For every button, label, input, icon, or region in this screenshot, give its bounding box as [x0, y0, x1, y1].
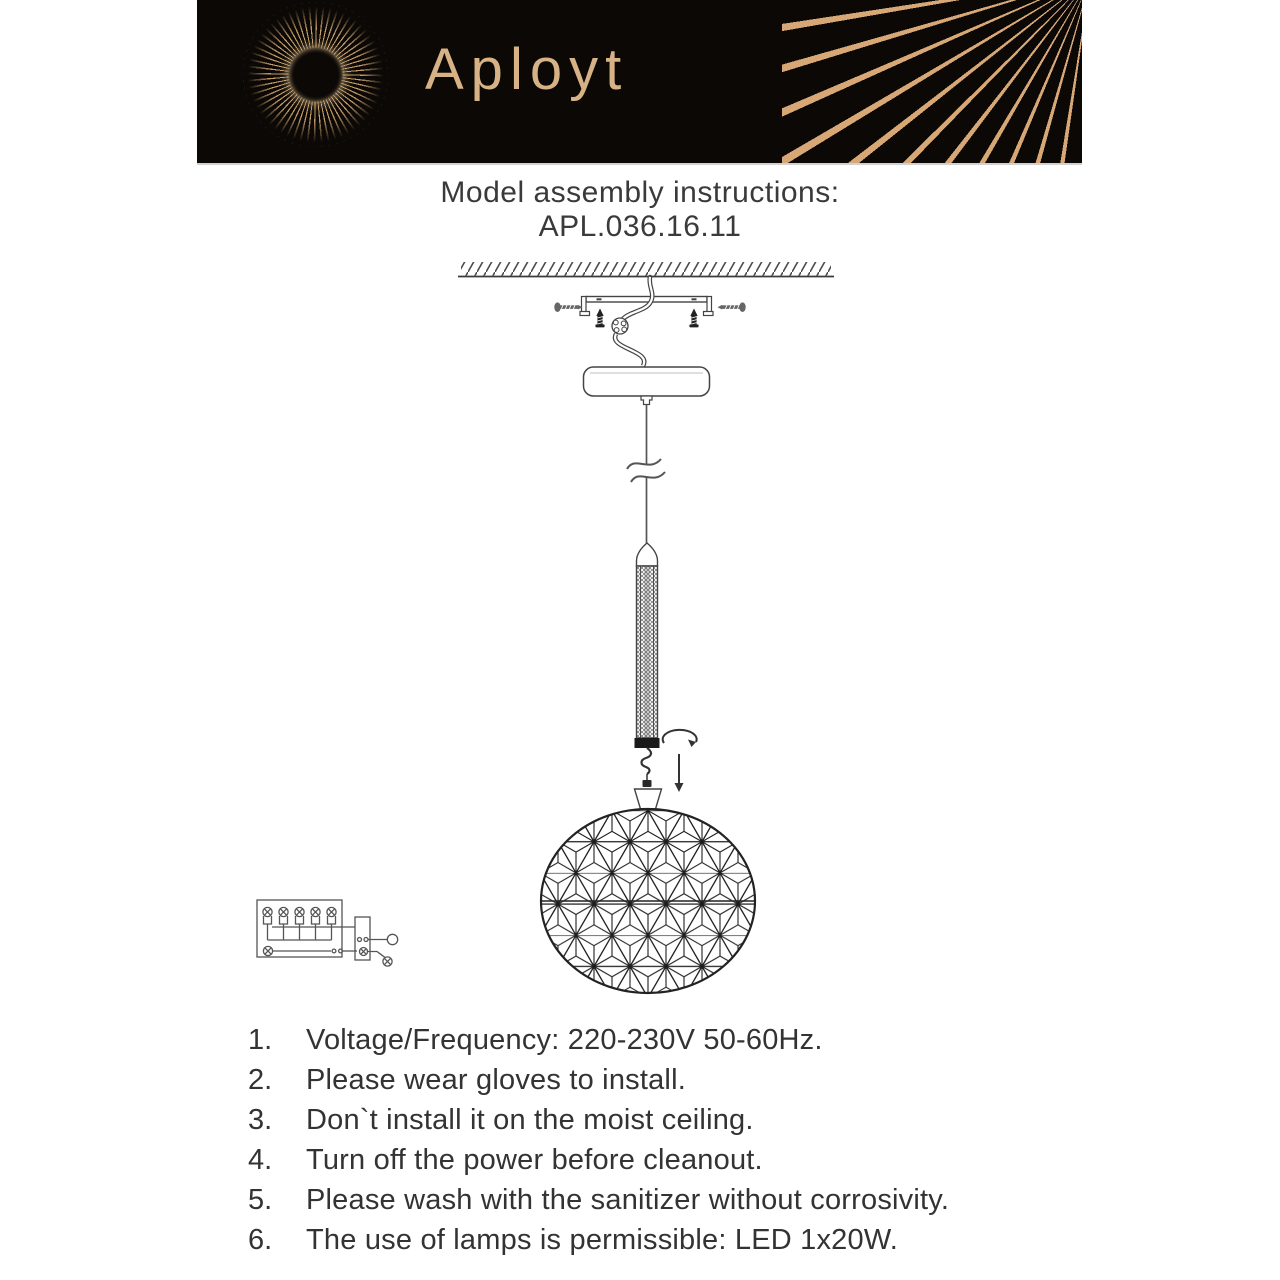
item-text: The use of lamps is permissible: LED 1x20W.: [306, 1223, 899, 1256]
item-number: 5.: [248, 1183, 273, 1216]
suspension-cable-icon: [627, 405, 665, 545]
item-number: 1.: [248, 1023, 273, 1056]
model-number: APL.036.16.11: [538, 210, 742, 243]
item-text: Don`t install it on the moist ceiling.: [306, 1103, 754, 1136]
list-item: [248, 1220, 1078, 1260]
title-block: [0, 176, 1280, 244]
list-item: [248, 1180, 1078, 1220]
ceiling-canopy-icon: [584, 367, 710, 405]
item-number: 2.: [248, 1063, 273, 1096]
list-item: [248, 1020, 1078, 1060]
shade-finial-icon: [635, 789, 662, 809]
instructions-list: [248, 1020, 1078, 1260]
rotate-to-attach-arrow-icon: [663, 730, 697, 792]
item-number: 6.: [248, 1223, 273, 1256]
item-text: Please wear gloves to install.: [306, 1063, 686, 1096]
item-text: Turn off the power before cleanout.: [306, 1143, 763, 1176]
assembly-diagram: [240, 250, 880, 1010]
doc-title: Model assembly instructions:: [440, 176, 840, 209]
brand-banner: [197, 0, 1082, 163]
item-number: 3.: [248, 1103, 273, 1136]
wire-connector-icon: [612, 318, 628, 334]
item-text: Please wash with the sanitizer without corrosivity.: [306, 1183, 950, 1216]
decorative-rod-icon: [635, 543, 660, 748]
item-text: Voltage/Frequency: 220-230V 50-60Hz.: [306, 1023, 823, 1056]
sunburst-logo-icon: [243, 2, 388, 147]
list-item: [248, 1140, 1078, 1180]
geodesic-sphere-shade-icon: [541, 809, 755, 993]
ceiling-hatch-icon: [458, 262, 834, 279]
list-item: [248, 1100, 1078, 1140]
vertical-screw-icon: [595, 309, 698, 328]
list-item: [248, 1060, 1078, 1100]
item-number: 4.: [248, 1143, 273, 1176]
brand-name: Aployt: [425, 37, 629, 102]
corner-rays-icon: [782, 0, 1082, 163]
wiring-schematic-icon: [257, 900, 398, 966]
